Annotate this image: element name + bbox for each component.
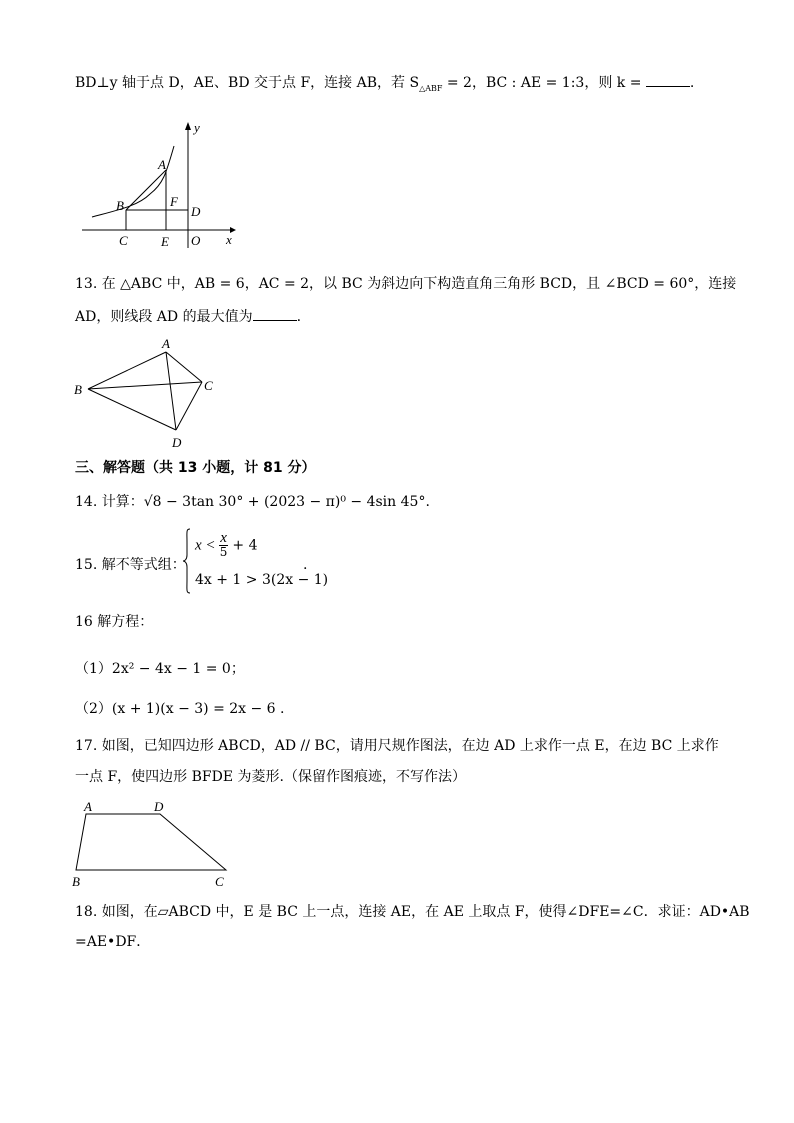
label-d: D — [172, 435, 182, 450]
segment-ad — [166, 352, 176, 430]
q16-part2: （2）(x + 1)(x − 3) = 2x − 6 . — [75, 701, 285, 717]
q12-subscript: △ABF — [419, 83, 443, 93]
q15-row1-left: x < — [195, 537, 220, 554]
label-e: E — [161, 234, 169, 249]
q15-row1 — [195, 532, 258, 559]
section-3-heading: 三、解答题（共 13 小题，计 81 分） — [75, 460, 316, 476]
q12-text-part2: = 2，BC : AE = 1:3，则 k = — [442, 75, 646, 91]
q13-line1: 13. 在 △ABC 中，AB = 6，AC = 2，以 BC 为斜边向下构造直角三角形 BCD，且 ∠BCD = 60°，连接 — [75, 276, 737, 292]
q15-end: . — [303, 557, 308, 573]
q12-text-end: . — [689, 75, 695, 91]
label-c: C — [215, 874, 224, 889]
q13-answer-blank[interactable] — [253, 306, 297, 321]
segment-ab — [88, 352, 166, 389]
label-a: A — [162, 336, 170, 351]
q17-line1: 17. 如图，已知四边形 ABCD，AD // BC，请用尺规作图法，在边 AD 上求作一点 E，在边 BC 上求作 — [75, 738, 719, 754]
q15-row2: 4x + 1 > 3(2x − 1) — [195, 572, 329, 588]
q12-text-part1: BD⊥y 轴于点 D，AE、BD 交于点 F，连接 AB，若 S — [75, 75, 420, 91]
q16-title: 16 解方程： — [75, 614, 154, 630]
q15-prefix: 15. 解不等式组： — [75, 557, 186, 573]
label-x: x — [226, 232, 232, 247]
trapezoid-abcd — [76, 814, 226, 870]
q12-text — [75, 72, 694, 99]
label-o: O — [191, 233, 201, 248]
q13-line2-text: AD，则线段 AD 的最大值为 — [75, 309, 253, 325]
q15-fraction-num: x — [220, 530, 227, 546]
q17-figure — [68, 796, 238, 891]
q13-figure — [70, 334, 230, 454]
label-b: B — [72, 874, 80, 889]
q16-part1: （1）2x² − 4x − 1 = 0； — [75, 661, 245, 677]
label-a: A — [158, 157, 166, 172]
label-b: B — [74, 382, 82, 397]
label-a: A — [84, 799, 92, 814]
q15-fraction-den: 5 — [219, 545, 228, 559]
segment-ac — [166, 352, 202, 382]
label-y: y — [194, 120, 200, 135]
left-brace-icon — [183, 528, 191, 594]
y-axis-arrow — [185, 122, 191, 130]
q13-line2 — [75, 306, 301, 327]
label-b: B — [116, 198, 124, 213]
q15-row1-right: + 4 — [227, 537, 258, 554]
label-d: D — [191, 204, 201, 219]
label-f: F — [170, 194, 178, 209]
q17-line2: 一点 F，使四边形 BFDE 为菱形.（保留作图痕迹，不写作法） — [75, 769, 466, 785]
q12-figure — [78, 118, 248, 258]
segment-ab — [126, 170, 166, 210]
segment-bc — [88, 382, 202, 389]
segment-cd — [176, 382, 202, 430]
q15-inequality-system — [183, 528, 329, 598]
q14-text: 14. 计算：√8 − 3tan 30° + (2023 − π)⁰ − 4sin 45°. — [75, 494, 430, 510]
label-c: C — [204, 378, 213, 393]
q13-line2-end: . — [296, 309, 302, 325]
q12-answer-blank[interactable] — [646, 72, 690, 87]
segment-bd — [88, 389, 176, 430]
label-c: C — [119, 233, 128, 248]
label-d: D — [154, 799, 164, 814]
q18-line1: 18. 如图，在▱ABCD 中，E 是 BC 上一点，连接 AE，在 AE 上取点 F，使得∠DFE=∠C．求证：AD•AB — [75, 904, 750, 920]
q15-fraction — [219, 532, 228, 559]
q18-line2: =AE•DF． — [75, 934, 151, 950]
